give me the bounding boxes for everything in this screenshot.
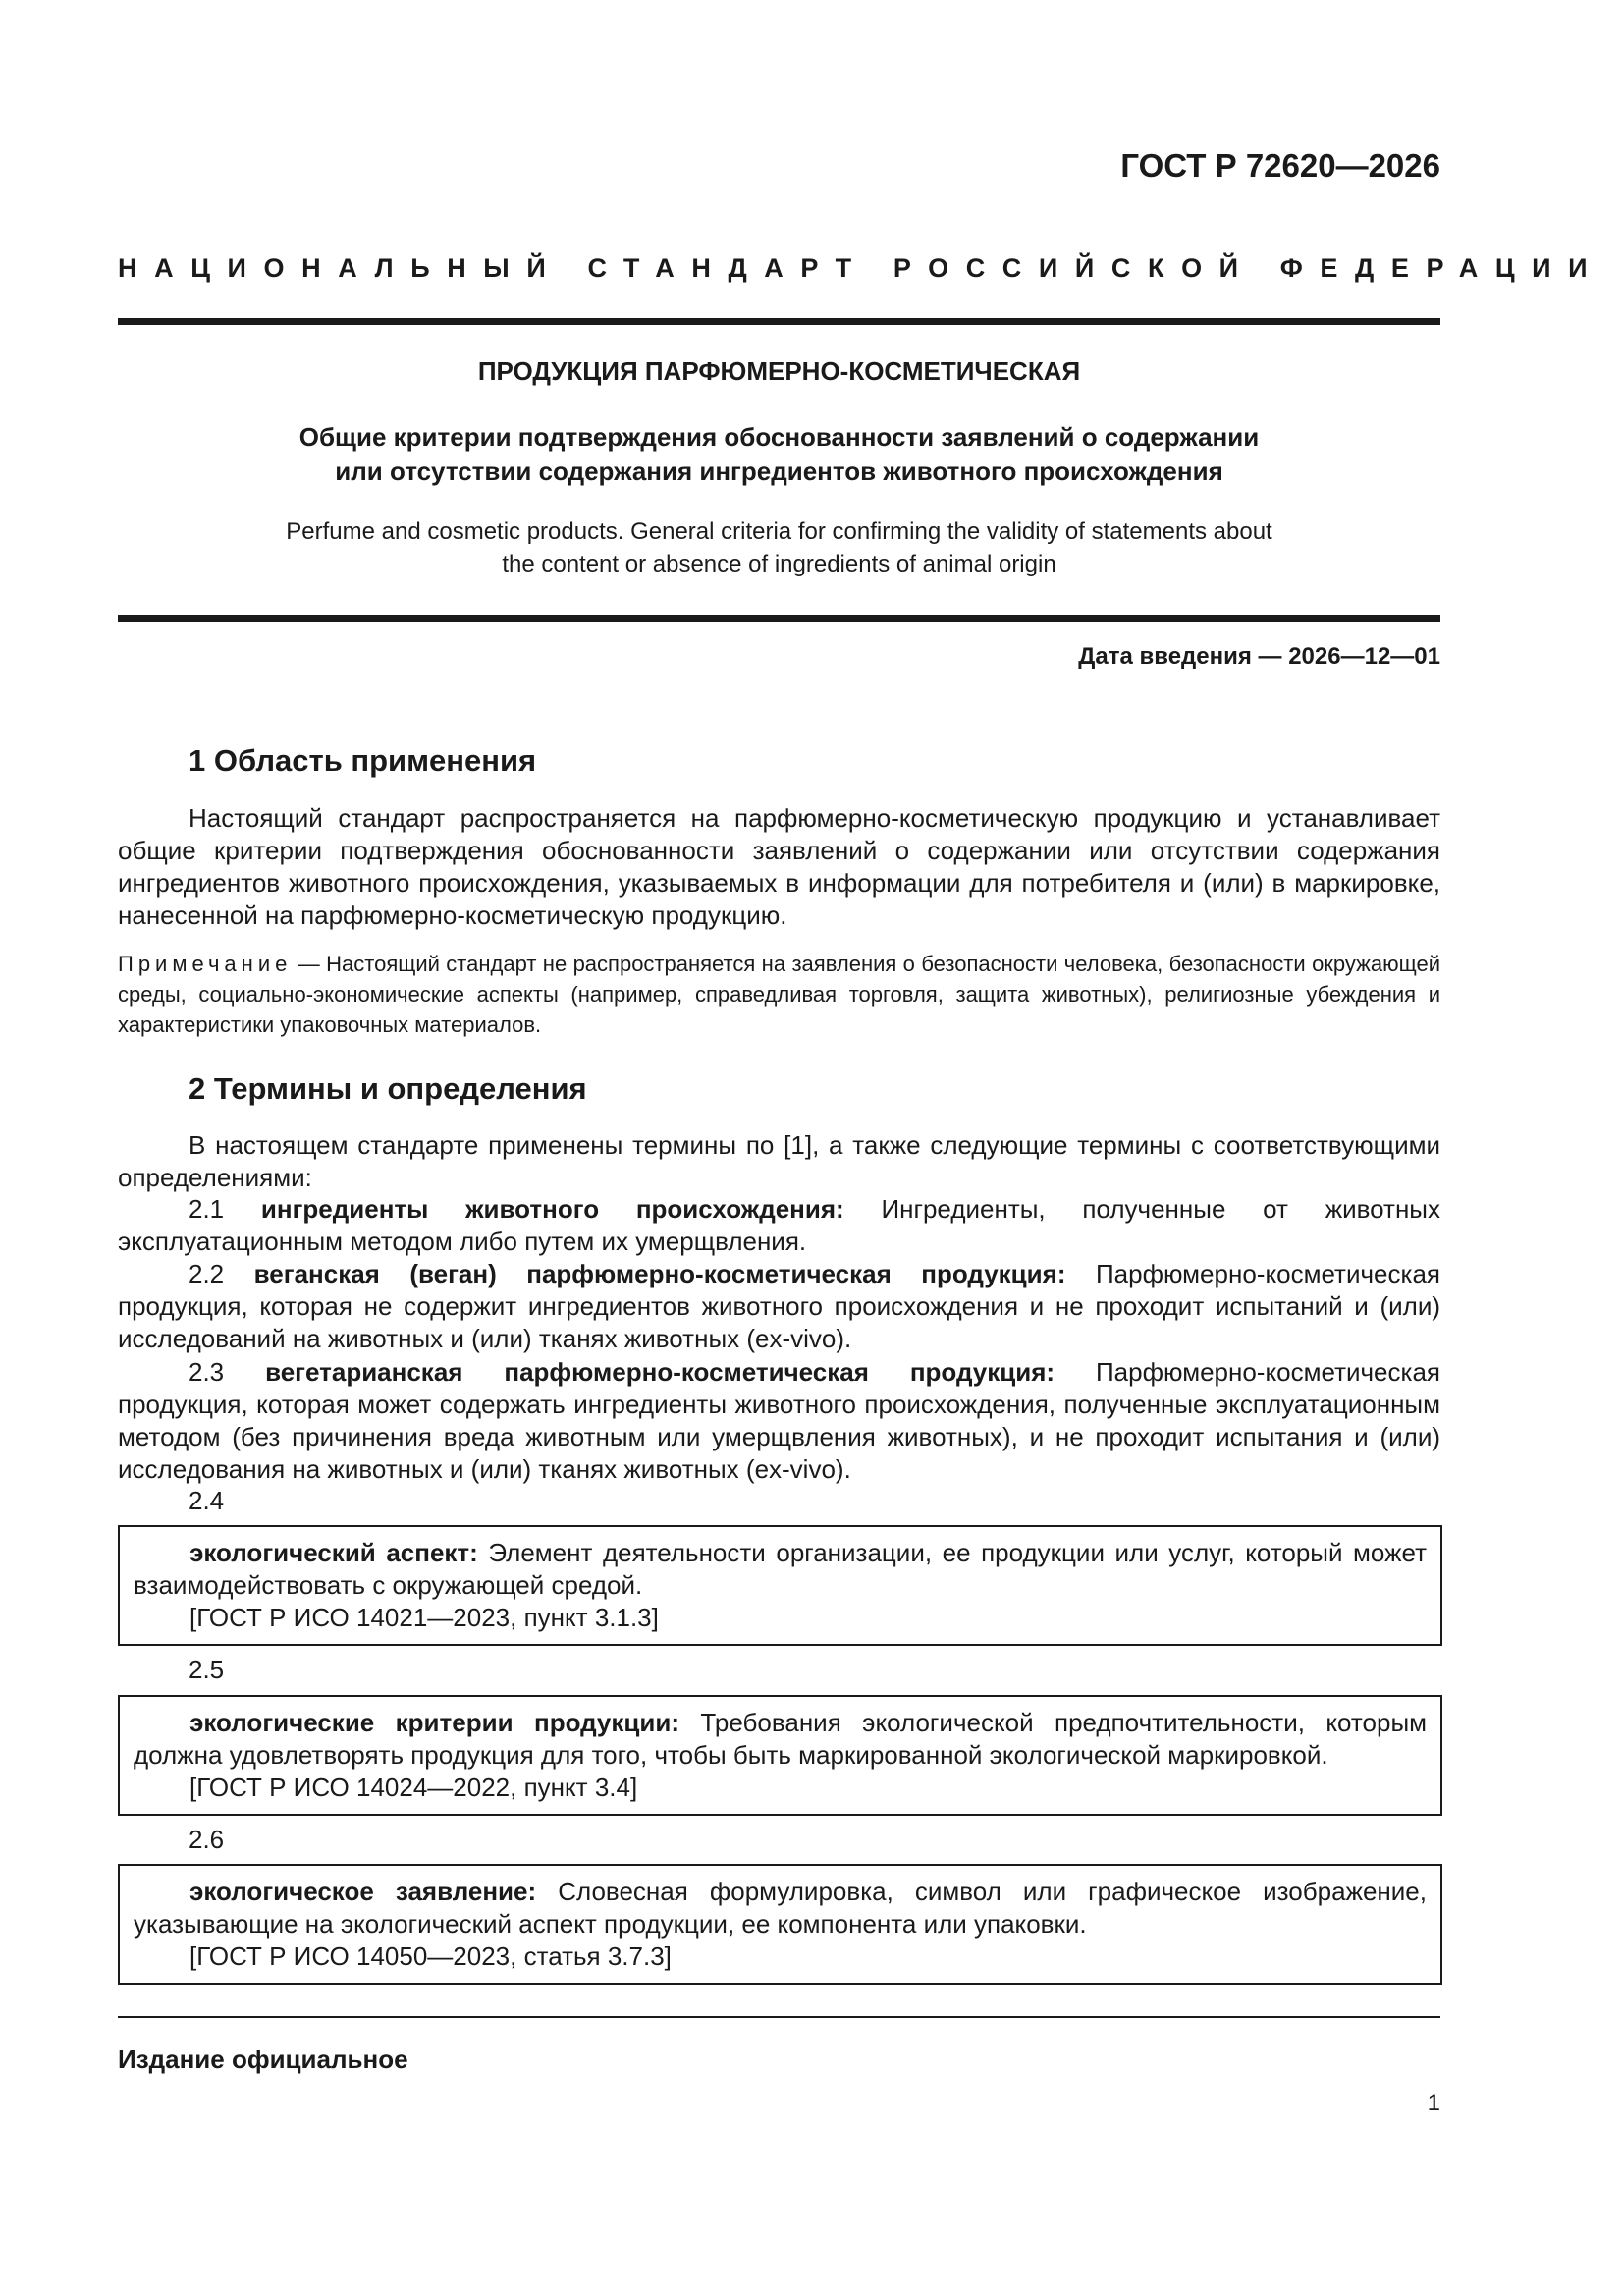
term-2-2 <box>118 1258 1440 1355</box>
term-2-4-box <box>118 1525 1442 1646</box>
term-name: ингредиенты животного происхождения: <box>260 1194 844 1224</box>
definition-source: [ГОСТ Р ИСО 14021—2023, пункт 3.1.3] <box>189 1603 659 1632</box>
section-1-text: Настоящий стандарт распространяется на парфюмерно-косметическую продукцию и устанавливает общие критерии подтверждения обоснованности заявлений о содержании или отсутствии содержания ингредиентов животного происхождения, указываемых в информации для потребителя и (или) в маркировке, нанесенной на парфюмерно-косметическую продукцию. <box>118 803 1440 930</box>
term-name: экологический аспект: <box>189 1538 478 1567</box>
term-number: 2.3 <box>189 1357 266 1387</box>
boxed-definition <box>134 1876 1427 1941</box>
term-name: веганская (веган) парфюмерно-косметическая продукция: <box>253 1259 1066 1288</box>
english-title <box>118 516 1440 580</box>
subtitle-line-2: или отсутствии содержания ингредиентов животного происхождения <box>335 457 1223 486</box>
section-1-paragraph <box>118 802 1440 932</box>
term-definition: Элемент деятельности организации, ее продукции или услуг, который может взаимодействовать с окружающей средой. <box>134 1538 1427 1600</box>
document-code: ГОСТ Р 72620—2026 <box>1120 147 1440 184</box>
note-text: — Настоящий стандарт не распространяется на заявления о безопасности человека, безопасности окружающей среды, социально-экономические аспекты (например, справедливая торговля, защита животных), религиозные убеждения и характеристики упаковочных материалов. <box>118 952 1440 1037</box>
note-label: Примечание <box>118 952 293 976</box>
footer-rule <box>118 2016 1440 2018</box>
document-page <box>118 0 1605 2296</box>
term-2-6-box <box>118 1864 1442 1985</box>
document-title: ПРОДУКЦИЯ ПАРФЮМЕРНО-КОСМЕТИЧЕСКАЯ <box>477 356 1081 386</box>
term-name: экологическое заявление: <box>189 1877 537 1906</box>
english-title-line-2: the content or absence of ingredients of animal origin <box>502 551 1056 577</box>
header-rule <box>118 318 1440 325</box>
definition-source: [ГОСТ Р ИСО 14024—2022, пункт 3.4] <box>189 1773 638 1802</box>
section-1-heading: 1 Область применения <box>189 743 537 778</box>
term-2-1 <box>118 1193 1440 1258</box>
document-subtitle <box>118 420 1440 489</box>
term-name: экологические критерии продукции: <box>189 1708 680 1737</box>
title-rule <box>118 615 1440 622</box>
english-title-line-1: Perfume and cosmetic products. General criteria for confirming the validity of statements about <box>286 519 1272 545</box>
term-number: 2.2 <box>189 1259 254 1288</box>
term-definition: Парфюмерно-косметическая продукция, которая не содержит ингредиентов животного происхождения и не проходит испытаний и (или) исследований на животных и (или) тканях животных (ex-vivo). <box>118 1259 1440 1353</box>
term-2-6-number: 2.6 <box>189 1825 225 1854</box>
term-2-5-box <box>118 1695 1442 1816</box>
page-number: 1 <box>1427 2090 1440 2116</box>
section-1-note <box>118 949 1440 1040</box>
section-2-heading: 2 Термины и определения <box>189 1071 587 1106</box>
term-definition: Парфюмерно-косметическая продукция, которая может содержать ингредиенты животного происхождения, полученные эксплуатационным методом (без причинения вреда животным или умерщвления животных), и не проходит испытания и (или) исследования на животных и (или) тканях животных (ex-vivo). <box>118 1357 1440 1484</box>
national-standard-banner: НАЦИОНАЛЬНЫЙ СТАНДАРТ РОССИЙСКОЙ ФЕДЕРАЦИИ <box>118 253 1605 283</box>
introduction-date: Дата введения — 2026—12—01 <box>1078 643 1440 670</box>
boxed-definition <box>134 1537 1427 1602</box>
section-2-intro <box>118 1129 1440 1194</box>
section-2-intro-text: В настоящем стандарте применены термины по [1], а также следующие термины с соответствующими определениями: <box>118 1130 1440 1192</box>
term-2-3 <box>118 1356 1440 1486</box>
term-2-4-number: 2.4 <box>189 1486 225 1515</box>
official-edition-label: Издание официальное <box>118 2045 408 2074</box>
term-number: 2.1 <box>189 1194 261 1224</box>
definition-source: [ГОСТ Р ИСО 14050—2023, статья 3.7.3] <box>189 1941 672 1971</box>
term-definition: Словесная формулировка, символ или графическое изображение, указывающие на экологический аспект продукции, ее компонента или упаковки. <box>134 1877 1427 1939</box>
term-name: вегетарианская парфюмерно-косметическая продукция: <box>265 1357 1055 1387</box>
term-definition: Ингредиенты, полученные от животных эксплуатационным методом либо путем их умерщвления. <box>118 1194 1440 1256</box>
term-definition: Требования экологической предпочтительности, которым должна удовлетворять продукция для того, чтобы быть маркированной экологической маркировкой. <box>134 1708 1428 1770</box>
subtitle-line-1: Общие критерии подтверждения обоснованности заявлений о содержании <box>298 422 1260 452</box>
boxed-definition <box>134 1707 1427 1772</box>
term-2-5-number: 2.5 <box>189 1655 225 1684</box>
